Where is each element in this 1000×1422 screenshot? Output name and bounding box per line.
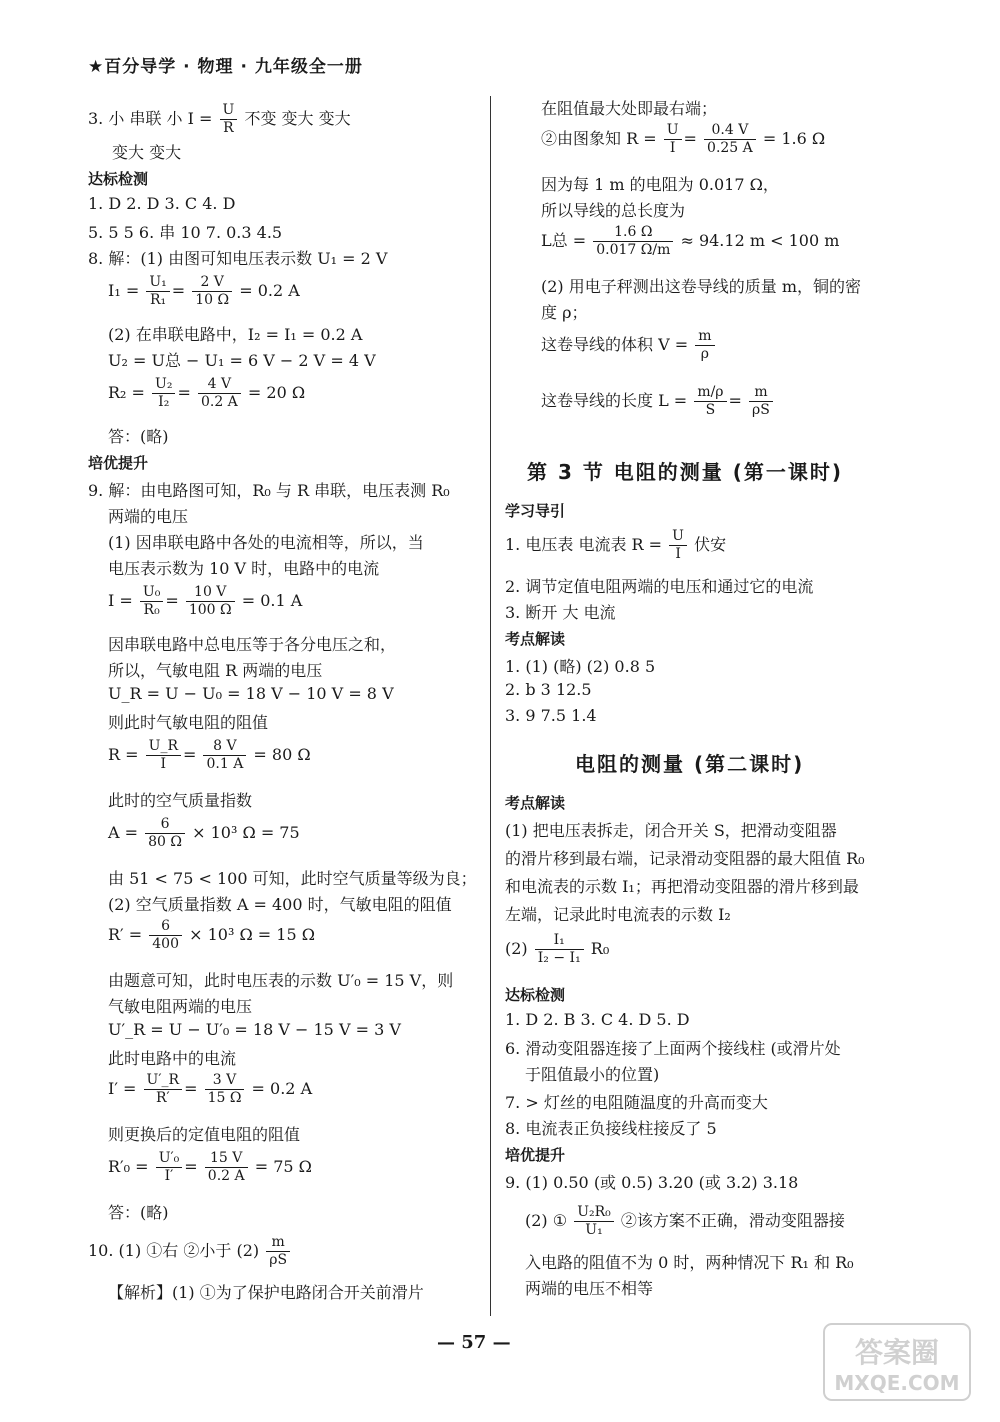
equation-line: I = $\frac{\text{U₀}}{\text{R₀}}$ = $\frac{10 V}{100 \Omega}$ = 0.1 A bbox=[108, 584, 303, 618]
answer-line: 此时的空气质量指数 bbox=[108, 791, 253, 810]
section-heading-kaodian: 考点解读 bbox=[505, 794, 566, 812]
answer-line: 两端的电压 bbox=[108, 507, 189, 526]
answer-line: 9. 解：由电路图可知，R₀ 与 R 串联，电压表测 R₀ bbox=[88, 481, 450, 500]
answer-line: 由题意可知，此时电压表的示数 U′₀ = 15 V，则 bbox=[108, 971, 454, 990]
equation-line: U₂ = U总 − U₁ = 6 V − 2 V = 4 V bbox=[108, 351, 376, 370]
answer-line: 变大 变大 bbox=[112, 143, 182, 162]
lesson-title-2: 电阻的测量 (第二课时) bbox=[575, 752, 805, 776]
answer-line: 则此时气敏电阻的阻值 bbox=[108, 713, 269, 732]
equation-line: U_R = U − U₀ = 18 V − 10 V = 8 V bbox=[108, 684, 394, 703]
answer-line: 3. 9 7.5 1.4 bbox=[505, 706, 597, 725]
section-heading-xuexi: 学习导引 bbox=[505, 502, 566, 520]
answer-line: 气敏电阻两端的电压 bbox=[108, 997, 253, 1016]
svg-text:答案圈: 答案圈 bbox=[854, 1336, 940, 1369]
equation-line: A = $\frac{6}{80 \Omega}$ × 10³ Ω = 75 bbox=[108, 816, 300, 850]
answer-line: 所以导线的总长度为 bbox=[541, 201, 686, 220]
answer-line: 10. (1) ①右 ②小于 (2) $\frac{m}{\rho S}$ bbox=[88, 1234, 292, 1269]
answer-line: 7. > 灯丝的电阻随温度的升高而变大 bbox=[505, 1093, 768, 1112]
answer-line: 和电流表的示数 I₁；再把滑动变阻器的滑片移到最 bbox=[505, 877, 859, 896]
answer-line: 9. (1) 0.50 (或 0.5) 3.20 (或 3.2) 3.18 bbox=[505, 1173, 799, 1192]
book-header: ★百分导学 · 物理 · 九年级全一册 bbox=[88, 57, 363, 77]
answer-line: 在阻值最大处即最右端； bbox=[541, 99, 718, 118]
section-heading-kaodian: 考点解读 bbox=[505, 630, 566, 648]
answer-line: 8. 电流表正负接线柱接反了 5 bbox=[505, 1119, 717, 1138]
equation-line: I′ = $\frac{U'\_R}{R'}$ = $\frac{3 V}{15 \Omega}$ = 0.2 A bbox=[108, 1072, 313, 1106]
answer-line: 8. 解：(1) 由图可知电压表示数 U₁ = 2 V bbox=[88, 249, 388, 268]
answer-line: 此时电路中的电流 bbox=[108, 1049, 237, 1068]
equation-line: I₁ = $\frac{\text{U₁}}{\text{R₁}}$ = $\frac{2 V}{10 \Omega}$ = 0.2 A bbox=[108, 274, 300, 308]
answer-line: (1) 因串联电路中各处的电流相等，所以，当 bbox=[108, 533, 424, 552]
answer-line: 2. 调节定值电阻两端的电压和通过它的电流 bbox=[505, 577, 814, 596]
answer-line: (2) 用电子秤测出这卷导线的质量 m，铜的密 bbox=[541, 277, 862, 296]
answer-line: (2) 在串联电路中，I₂ = I₁ = 0.2 A bbox=[108, 325, 363, 344]
answer-line: 3. 小 串联 小 I = $\frac{U}{R}$ 不变 变大 变大 bbox=[88, 102, 351, 136]
answer-line: 1. D 2. D 3. C 4. D bbox=[88, 194, 236, 213]
answer-line: 2. b 3 12.5 bbox=[505, 680, 592, 699]
answer-line: (2) 空气质量指数 A = 400 时，气敏电阻的阻值 bbox=[108, 895, 452, 914]
svg-text:MXQE.COM: MXQE.COM bbox=[834, 1371, 960, 1395]
answer-line: 度 ρ； bbox=[541, 303, 588, 322]
lesson-title-1: 第 3 节 电阻的测量 (第一课时) bbox=[527, 460, 844, 484]
answer-line: 则更换后的定值电阻的阻值 bbox=[108, 1125, 301, 1144]
equation-line: R′ = $\frac{6}{400}$ × 10³ Ω = 15 Ω bbox=[108, 918, 315, 952]
answer-line: 入电路的阻值不为 0 时，两种情况下 R₁ 和 R₀ bbox=[525, 1253, 854, 1272]
section-heading-peiyou: 培优提升 bbox=[88, 454, 149, 472]
section-heading-peiyou: 培优提升 bbox=[505, 1146, 566, 1164]
equation-line: (2) $\frac{\text{I₁}}{\text{I₂ − I₁}}$ R₀ bbox=[505, 932, 610, 966]
equation-line: ②由图象知 R = $\frac{U}{I}$ = $\frac{0.4 V}{0.25 A}$ = 1.6 Ω bbox=[541, 122, 826, 156]
answer-line: 6. 滑动变阻器连接了上面两个接线柱 (或滑片处 bbox=[505, 1039, 841, 1058]
answer-line: 所以，气敏电阻 R 两端的电压 bbox=[108, 661, 323, 680]
answer-line: 1. D 2. B 3. C 4. D 5. D bbox=[505, 1010, 690, 1029]
answer-line: 左端，记录此时电流表的示数 I₂ bbox=[505, 905, 731, 924]
watermark-logo bbox=[822, 1322, 972, 1402]
equation-line: (2) ① $\frac{\text{U₂R₀}}{\text{U₁}}$ ②该方案不正确，滑动变阻器接 bbox=[525, 1204, 845, 1238]
equation-line: R = $\frac{U\_R}{I}$ = $\frac{8 V}{0.1 A}$ = 80 Ω bbox=[108, 738, 311, 772]
answer-line: 答：(略) bbox=[108, 427, 169, 446]
answer-line: 电压表示数为 10 V 时，电路中的电流 bbox=[108, 559, 380, 578]
section-heading-dabiao: 达标检测 bbox=[88, 170, 149, 188]
fraction: $\frac{U}{R}$ bbox=[220, 102, 238, 137]
column-divider bbox=[490, 96, 491, 1316]
answer-line: 3. 断开 大 电流 bbox=[505, 603, 616, 622]
answer-line: 1. (1) (略) (2) 0.8 5 bbox=[505, 657, 656, 676]
answer-line: 的滑片移到最右端，记录滑动变阻器的最大阻值 R₀ bbox=[505, 849, 865, 868]
answer-line: 1. 电压表 电流表 R = $\frac{U}{I}$ 伏安 bbox=[505, 528, 727, 562]
answer-line: 由 51 < 75 < 100 可知，此时空气质量等级为良； bbox=[108, 869, 477, 888]
equation-line: R₂ = $\frac{\text{U₂}}{\text{I₂}}$ = $\frac{4 V}{0.2 A}$ = 20 Ω bbox=[108, 376, 306, 410]
section-heading-dabiao: 达标检测 bbox=[505, 986, 566, 1004]
answer-line: 答：(略) bbox=[108, 1203, 169, 1222]
analysis-line: 【解析】(1) ①为了保护电路闭合开关前滑片 bbox=[108, 1283, 424, 1302]
equation-line: L总 = $\frac{1.6 \Omega}{0.017 \Omega/m}$ ≈ 94.12 m < 100 m bbox=[541, 224, 840, 258]
equation-line: U′_R = U − U′₀ = 18 V − 15 V = 3 V bbox=[108, 1020, 401, 1039]
equation-line: 这卷导线的长度 L = $\frac{m/\rho}{S}$ = $\frac{m}{\rho S}$ bbox=[541, 384, 775, 419]
answer-line: 因为每 1 m 的电阻为 0.017 Ω， bbox=[541, 175, 779, 194]
answer-line: 5. 5 5 6. 串 10 7. 0.3 4.5 bbox=[88, 223, 283, 242]
equation-line: R′₀ = $\frac{\text{U′₀}}{I'}$ = $\frac{15 V}{0.2 A}$ = 75 Ω bbox=[108, 1150, 312, 1184]
answer-line: 因串联电路中总电压等于各分电压之和， bbox=[108, 635, 397, 654]
answer-line: (1) 把电压表拆走，闭合开关 S，把滑动变阻器 bbox=[505, 821, 837, 840]
page-number: — 57 — bbox=[437, 1332, 511, 1353]
answer-line: 于阻值最小的位置) bbox=[525, 1065, 660, 1084]
answer-line: 两端的电压不相等 bbox=[525, 1279, 654, 1298]
equation-line: 这卷导线的体积 V = $\frac{m}{\rho}$ bbox=[541, 328, 717, 363]
